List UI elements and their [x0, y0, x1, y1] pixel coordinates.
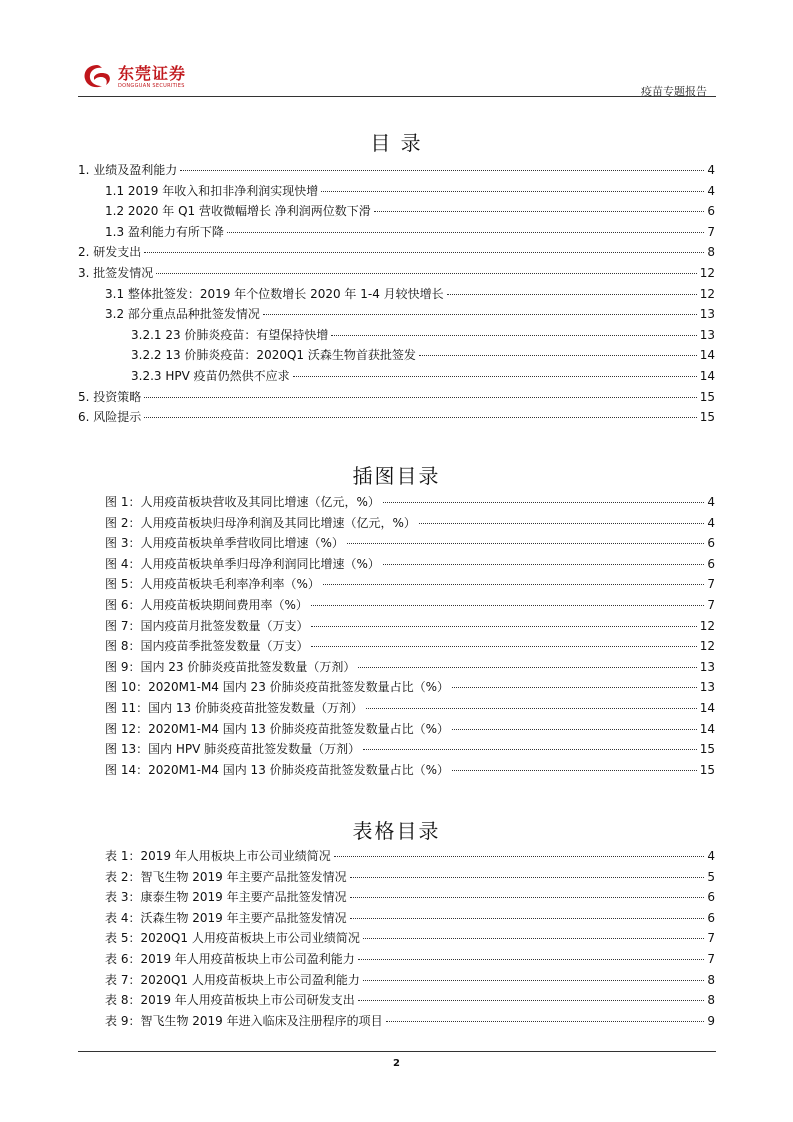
toc-entry-5[interactable] [78, 388, 715, 409]
figure-entry[interactable] [78, 637, 715, 658]
dot-leader [311, 605, 704, 606]
figure-entry-page: 6 [707, 556, 715, 571]
figure-entry[interactable] [78, 555, 715, 576]
toc-entry-label: 3.2 部分重点品种批签发情况 [105, 307, 260, 322]
figure-entry[interactable] [78, 617, 715, 638]
dot-leader [358, 959, 704, 960]
table-entry-label: 表 2：智飞生物 2019 年主要产品批签发情况 [105, 869, 347, 884]
figure-entry-page: 4 [707, 515, 715, 530]
figure-entry-page: 4 [707, 495, 715, 509]
toc-entry-label: 3.1 整体批签发：2019 年个位数增长 2020 年 1-4 月较快增长 [105, 286, 444, 301]
table-entry-label: 表 9：智飞生物 2019 年进入临床及注册程序的项目 [105, 1013, 383, 1028]
toc-entry-2[interactable] [78, 243, 715, 264]
toc-entry-label: 2. 研发支出 [78, 245, 142, 260]
toc-entry-page: 15 [699, 389, 715, 404]
dot-leader [358, 667, 696, 668]
figure-entry-label: 图 5：人用疫苗板块毛利率净利率（%） [105, 577, 320, 592]
toc-entry-label: 5. 投资策略 [78, 389, 142, 404]
figure-entry[interactable] [78, 575, 715, 596]
figure-entry-label: 图 12：2020M1-M4 国内 13 价肺炎疫苗批签发数量占比（%） [105, 721, 450, 736]
contents-title: 目 录 [370, 131, 423, 155]
figure-entry[interactable] [78, 514, 715, 535]
figure-entry-page: 12 [699, 618, 715, 633]
figure-entry[interactable] [78, 678, 715, 699]
dot-leader [447, 294, 697, 295]
figure-entry-label: 图 9：国内 23 价肺炎疫苗批签发数量（万剂） [105, 659, 356, 674]
table-entry[interactable] [78, 950, 715, 971]
toc-entry-label: 1.3 盈利能力有所下降 [105, 224, 224, 239]
figure-entry-label: 图 11：国内 13 价肺炎疫苗批签发数量（万剂） [105, 700, 363, 715]
table-entry[interactable] [78, 991, 715, 1012]
dot-leader [350, 897, 704, 898]
table-entry[interactable] [78, 847, 715, 868]
dot-leader [363, 938, 704, 939]
figures-list [78, 493, 715, 781]
dot-leader [334, 856, 704, 857]
dot-leader [419, 355, 697, 356]
table-entry-label: 表 8：2019 年人用疫苗板块上市公司研发支出 [105, 993, 355, 1008]
logo-text [118, 65, 186, 90]
company-logo [80, 60, 186, 94]
toc-entry-3-2-3[interactable] [78, 367, 715, 388]
header-divider [78, 96, 716, 97]
toc-entry-3-2[interactable] [78, 305, 715, 326]
dot-leader [144, 417, 696, 418]
tables-list [78, 847, 715, 1032]
toc-entry-3-1[interactable] [78, 285, 715, 306]
figure-entry[interactable] [78, 740, 715, 761]
dot-leader [452, 729, 697, 730]
figure-entry-page: 13 [699, 680, 715, 695]
table-entry-label: 表 3：康泰生物 2019 年主要产品批签发情况 [105, 890, 347, 905]
figure-entry-page: 6 [707, 536, 715, 551]
dot-leader [323, 584, 704, 585]
toc-entry-page: 15 [699, 410, 715, 425]
report-type-label: 疫苗专题报告 [641, 85, 707, 98]
figure-entry-label: 图 3：人用疫苗板块单季营收同比增速（%） [105, 536, 344, 551]
figure-entry-label: 图 6：人用疫苗板块期间费用率（%） [105, 597, 308, 612]
toc-entry-page: 14 [699, 368, 715, 383]
table-entry-label: 表 1：2019 年人用板块上市公司业绩简况 [105, 849, 331, 863]
toc-entry-label: 3.2.1 23 价肺炎疫苗：有望保持快增 [131, 327, 329, 342]
dot-leader [144, 252, 704, 253]
toc-entry-label: 6. 风险提示 [78, 410, 142, 425]
toc-entry-label: 3. 批签发情况 [78, 265, 154, 280]
table-entry-label: 表 7：2020Q1 人用疫苗板块上市公司盈利能力 [105, 972, 360, 987]
table-entry-page: 8 [707, 993, 715, 1008]
dot-leader [350, 877, 704, 878]
toc-entry-page: 8 [707, 245, 715, 260]
dot-leader [363, 980, 704, 981]
figure-entry-label: 图 1：人用疫苗板块营收及其同比增速（亿元，%） [105, 495, 380, 509]
figure-entry[interactable] [78, 658, 715, 679]
table-entry-page: 6 [707, 890, 715, 905]
toc-entry-page: 14 [699, 348, 715, 363]
figure-entry-page: 13 [699, 659, 715, 674]
figure-entry[interactable] [78, 761, 715, 782]
contents-list [78, 161, 715, 429]
dot-leader [311, 626, 696, 627]
figure-entry-label: 图 10：2020M1-M4 国内 23 价肺炎疫苗批签发数量占比（%） [105, 680, 450, 695]
table-entry[interactable] [78, 888, 715, 909]
table-entry-page: 6 [707, 910, 715, 925]
logo-mark-icon [80, 62, 114, 92]
dot-leader [347, 543, 704, 544]
table-entry-page: 9 [707, 1013, 715, 1028]
toc-entry-label: 1.1 2019 年收入和扣非净利润实现快增 [105, 183, 319, 198]
table-entry-page: 7 [707, 931, 715, 946]
dot-leader [321, 191, 704, 192]
toc-entry-page: 4 [707, 183, 715, 198]
toc-entry-page: 12 [699, 286, 715, 301]
toc-entry-6[interactable] [78, 408, 715, 429]
page-number: 2 [393, 1058, 400, 1069]
figure-entry-page: 7 [707, 577, 715, 592]
logo-english-name: DONGGUAN SECURITIES [118, 82, 185, 89]
toc-entry-1-1[interactable] [78, 182, 715, 203]
figure-entry-page: 12 [699, 639, 715, 654]
dot-leader [452, 687, 697, 688]
figure-entry[interactable] [78, 493, 715, 514]
table-entry-page: 5 [707, 869, 715, 884]
figure-entry-label: 图 2：人用疫苗板块归母净利润及其同比增速（亿元，%） [105, 515, 416, 530]
table-entry[interactable] [78, 929, 715, 950]
dot-leader [263, 314, 697, 315]
toc-entry-1[interactable] [78, 161, 715, 182]
footer-divider [78, 1051, 716, 1052]
dot-leader [227, 232, 704, 233]
toc-entry-label: 1.2 2020 年 Q1 营收微幅增长 净利润两位数下滑 [105, 204, 371, 219]
toc-entry-1-2[interactable] [78, 202, 715, 223]
toc-entry-page: 12 [699, 265, 715, 280]
figures-title: 插图目录 [352, 464, 441, 488]
toc-entry-page: 6 [707, 204, 715, 219]
figure-entry-label: 图 14：2020M1-M4 国内 13 价肺炎疫苗批签发数量占比（%） [105, 762, 450, 777]
figure-entry-label: 图 13：国内 HPV 肺炎疫苗批签发数量（万剂） [105, 742, 361, 757]
dot-leader [180, 170, 704, 171]
figure-entry-label: 图 8：国内疫苗季批签发数量（万支） [105, 639, 309, 654]
toc-entry-label: 3.2.3 HPV 疫苗仍然供不应求 [131, 368, 290, 383]
table-entry-label: 表 6：2019 年人用疫苗板块上市公司盈利能力 [105, 951, 355, 966]
figure-entry[interactable] [78, 720, 715, 741]
figure-entry-label: 图 4：人用疫苗板块单季归母净利润同比增速（%） [105, 556, 380, 571]
table-entry-page: 8 [707, 972, 715, 987]
dot-leader [311, 646, 696, 647]
figure-entry[interactable] [78, 534, 715, 555]
table-entry-page: 4 [707, 849, 715, 863]
toc-entry-page: 4 [707, 163, 715, 177]
dot-leader [331, 335, 696, 336]
figure-entry-page: 14 [699, 700, 715, 715]
toc-entry-page: 13 [699, 327, 715, 342]
dot-leader [144, 397, 696, 398]
toc-entry-page: 7 [707, 224, 715, 239]
figure-entry[interactable] [78, 699, 715, 720]
dot-leader [156, 273, 696, 274]
figure-entry-page: 15 [699, 742, 715, 757]
toc-entry-page: 13 [699, 307, 715, 322]
dot-leader [419, 523, 704, 524]
logo-chinese-name: 东莞证券 [118, 63, 187, 83]
dot-leader [383, 502, 704, 503]
dot-leader [383, 564, 704, 565]
tables-title: 表格目录 [352, 819, 441, 843]
table-entry-label: 表 5：2020Q1 人用疫苗板块上市公司业绩简况 [105, 931, 360, 946]
figure-entry[interactable] [78, 596, 715, 617]
table-entry[interactable] [78, 868, 715, 889]
dot-leader [374, 211, 704, 212]
table-entry[interactable] [78, 971, 715, 992]
dot-leader [358, 1000, 704, 1001]
dot-leader [363, 749, 697, 750]
figure-entry-page: 15 [699, 762, 715, 777]
table-entry[interactable] [78, 1012, 715, 1033]
toc-entry-label: 1. 业绩及盈利能力 [78, 163, 178, 177]
toc-entry-3[interactable] [78, 264, 715, 285]
toc-entry-3-2-1[interactable] [78, 326, 715, 347]
dot-leader [386, 1021, 704, 1022]
figure-entry-label: 图 7：国内疫苗月批签发数量（万支） [105, 618, 309, 633]
dot-leader [350, 918, 704, 919]
figure-entry-page: 7 [707, 597, 715, 612]
dot-leader [452, 770, 697, 771]
toc-entry-3-2-2[interactable] [78, 346, 715, 367]
table-entry-page: 7 [707, 951, 715, 966]
toc-entry-label: 3.2.2 13 价肺炎疫苗：2020Q1 沃森生物首获批签发 [131, 348, 416, 363]
figure-entry-page: 14 [699, 721, 715, 736]
toc-entry-1-3[interactable] [78, 223, 715, 244]
table-entry[interactable] [78, 909, 715, 930]
dot-leader [293, 376, 697, 377]
dot-leader [366, 708, 697, 709]
table-entry-label: 表 4：沃森生物 2019 年主要产品批签发情况 [105, 910, 347, 925]
